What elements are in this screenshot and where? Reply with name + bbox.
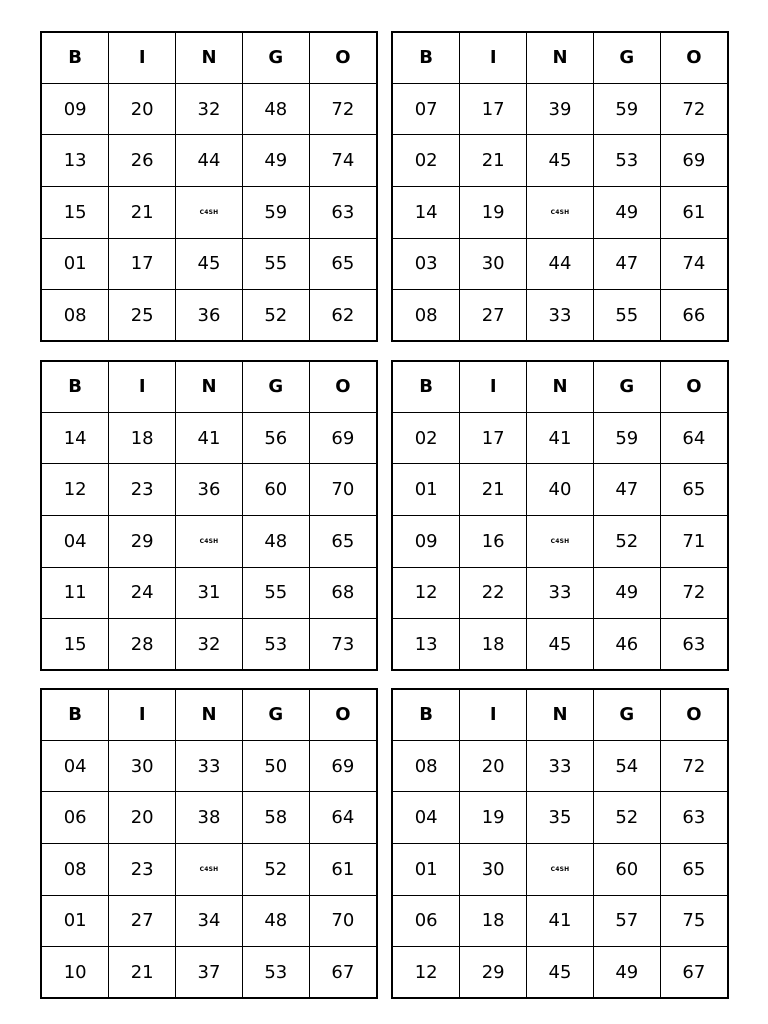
bingo-number-cell: 12 [393,947,460,997]
bingo-number-cell: 49 [242,135,309,187]
bingo-number-cell: 36 [176,290,243,340]
bingo-row [42,843,376,895]
bingo-number-cell: 34 [176,895,243,947]
bingo-number-cell: 33 [176,740,243,792]
bingo-header-letter: I [109,33,176,83]
bingo-header-letter: B [393,362,460,412]
bingo-row [42,83,376,135]
bingo-number-cell: 15 [42,619,109,669]
bingo-header-letter: I [460,362,527,412]
bingo-number-cell: 02 [393,135,460,187]
bingo-header-letter: N [527,690,594,740]
bingo-number-cell: 52 [593,515,660,567]
bingo-number-cell: 59 [242,186,309,238]
bingo-number-cell: 49 [593,567,660,619]
bingo-number-cell: 10 [42,947,109,997]
bingo-number-cell: 73 [309,619,376,669]
bingo-row [42,619,376,669]
bingo-number-cell: 41 [527,895,594,947]
bingo-number-cell: 72 [660,567,727,619]
bingo-row [393,740,727,792]
bingo-number-cell: 61 [309,843,376,895]
bingo-number-cell: 44 [176,135,243,187]
bingo-row [393,515,727,567]
bingo-number-cell: 72 [309,83,376,135]
bingo-header-letter: O [660,362,727,412]
bingo-row [393,792,727,844]
bingo-header-letter: N [176,362,243,412]
bingo-header-letter: N [527,362,594,412]
bingo-number-cell: 58 [242,792,309,844]
bingo-number-cell: 52 [593,792,660,844]
bingo-row [393,186,727,238]
bingo-row [393,947,727,997]
free-space-cell: C4SH [527,186,594,238]
bingo-row [393,135,727,187]
bingo-number-cell: 20 [109,792,176,844]
bingo-row [42,947,376,997]
bingo-row [42,792,376,844]
bingo-number-cell: 35 [527,792,594,844]
bingo-number-cell: 20 [460,740,527,792]
bingo-number-cell: 13 [393,619,460,669]
bingo-grid [393,362,727,669]
bingo-header-letter: G [593,362,660,412]
bingo-header-letter: O [309,362,376,412]
bingo-number-cell: 29 [109,515,176,567]
bingo-header-letter: N [176,690,243,740]
bingo-number-cell: 17 [460,83,527,135]
bingo-number-cell: 47 [593,238,660,290]
bingo-number-cell: 60 [593,843,660,895]
free-space-cell: C4SH [527,843,594,895]
free-space-cell: C4SH [176,186,243,238]
bingo-number-cell: 61 [660,186,727,238]
bingo-number-cell: 53 [242,947,309,997]
bingo-number-cell: 33 [527,740,594,792]
bingo-card-4 [391,360,729,671]
bingo-header-letter: G [593,690,660,740]
bingo-number-cell: 44 [527,238,594,290]
bingo-header-letter: B [42,362,109,412]
bingo-header-letter: I [109,690,176,740]
bingo-number-cell: 65 [660,843,727,895]
bingo-number-cell: 69 [309,740,376,792]
bingo-header-row [42,690,376,740]
bingo-number-cell: 16 [460,515,527,567]
bingo-row [42,515,376,567]
bingo-number-cell: 04 [393,792,460,844]
bingo-number-cell: 12 [393,567,460,619]
bingo-number-cell: 48 [242,515,309,567]
bingo-number-cell: 48 [242,83,309,135]
bingo-number-cell: 57 [593,895,660,947]
bingo-number-cell: 26 [109,135,176,187]
free-space-cell: C4SH [527,515,594,567]
bingo-header-letter: N [527,33,594,83]
bingo-number-cell: 62 [309,290,376,340]
bingo-header-letter: G [593,33,660,83]
bingo-number-cell: 21 [109,947,176,997]
bingo-number-cell: 68 [309,567,376,619]
bingo-number-cell: 55 [242,567,309,619]
bingo-header-row [42,33,376,83]
bingo-number-cell: 45 [527,947,594,997]
bingo-number-cell: 22 [460,567,527,619]
bingo-number-cell: 19 [460,186,527,238]
bingo-number-cell: 60 [242,464,309,516]
bingo-number-cell: 18 [109,412,176,464]
bingo-number-cell: 75 [660,895,727,947]
bingo-number-cell: 01 [393,464,460,516]
bingo-row [393,238,727,290]
bingo-number-cell: 30 [460,238,527,290]
bingo-number-cell: 36 [176,464,243,516]
bingo-header-row [42,362,376,412]
bingo-row [393,412,727,464]
bingo-header-letter: G [242,33,309,83]
bingo-number-cell: 27 [460,290,527,340]
bingo-grid [393,33,727,340]
bingo-number-cell: 29 [460,947,527,997]
bingo-row [393,567,727,619]
bingo-header-letter: G [242,690,309,740]
bingo-header-letter: G [242,362,309,412]
bingo-header-letter: B [42,690,109,740]
bingo-number-cell: 12 [42,464,109,516]
bingo-number-cell: 55 [593,290,660,340]
bingo-number-cell: 21 [109,186,176,238]
bingo-number-cell: 20 [109,83,176,135]
bingo-header-row [393,362,727,412]
bingo-number-cell: 32 [176,83,243,135]
bingo-card-6 [391,688,729,999]
bingo-header-letter: I [460,33,527,83]
bingo-number-cell: 45 [176,238,243,290]
bingo-number-cell: 67 [309,947,376,997]
bingo-header-letter: N [176,33,243,83]
bingo-number-cell: 41 [176,412,243,464]
bingo-number-cell: 01 [393,843,460,895]
bingo-row [42,135,376,187]
bingo-card-1 [40,31,378,342]
bingo-number-cell: 74 [660,238,727,290]
bingo-row [42,740,376,792]
bingo-number-cell: 14 [393,186,460,238]
bingo-number-cell: 50 [242,740,309,792]
bingo-number-cell: 09 [393,515,460,567]
bingo-number-cell: 65 [309,238,376,290]
bingo-number-cell: 32 [176,619,243,669]
bingo-number-cell: 08 [393,290,460,340]
bingo-number-cell: 49 [593,947,660,997]
free-space-cell: C4SH [176,515,243,567]
bingo-number-cell: 25 [109,290,176,340]
bingo-number-cell: 30 [109,740,176,792]
bingo-number-cell: 13 [42,135,109,187]
bingo-number-cell: 63 [660,792,727,844]
bingo-number-cell: 70 [309,895,376,947]
bingo-number-cell: 08 [42,843,109,895]
bingo-header-letter: I [460,690,527,740]
bingo-number-cell: 48 [242,895,309,947]
bingo-row [42,412,376,464]
bingo-number-cell: 23 [109,843,176,895]
bingo-header-letter: B [393,33,460,83]
bingo-number-cell: 40 [527,464,594,516]
bingo-number-cell: 06 [393,895,460,947]
bingo-number-cell: 30 [460,843,527,895]
bingo-number-cell: 37 [176,947,243,997]
bingo-number-cell: 72 [660,83,727,135]
bingo-number-cell: 46 [593,619,660,669]
bingo-number-cell: 19 [460,792,527,844]
bingo-number-cell: 45 [527,619,594,669]
bingo-header-letter: O [660,33,727,83]
bingo-row [42,186,376,238]
bingo-header-letter: O [309,690,376,740]
bingo-number-cell: 24 [109,567,176,619]
bingo-number-cell: 54 [593,740,660,792]
bingo-number-cell: 38 [176,792,243,844]
bingo-number-cell: 55 [242,238,309,290]
bingo-number-cell: 52 [242,843,309,895]
bingo-number-cell: 53 [593,135,660,187]
bingo-number-cell: 72 [660,740,727,792]
bingo-number-cell: 47 [593,464,660,516]
bingo-number-cell: 65 [309,515,376,567]
bingo-number-cell: 14 [42,412,109,464]
bingo-row [393,290,727,340]
bingo-number-cell: 71 [660,515,727,567]
bingo-grid [42,690,376,997]
bingo-number-cell: 41 [527,412,594,464]
bingo-card-2 [391,31,729,342]
bingo-number-cell: 21 [460,464,527,516]
bingo-number-cell: 01 [42,238,109,290]
bingo-number-cell: 27 [109,895,176,947]
bingo-header-letter: I [109,362,176,412]
bingo-number-cell: 08 [42,290,109,340]
bingo-number-cell: 04 [42,740,109,792]
bingo-row [393,843,727,895]
bingo-number-cell: 74 [309,135,376,187]
bingo-card-3 [40,360,378,671]
bingo-number-cell: 59 [593,412,660,464]
bingo-number-cell: 69 [309,412,376,464]
bingo-row [42,238,376,290]
bingo-header-letter: B [42,33,109,83]
bingo-row [42,290,376,340]
bingo-number-cell: 33 [527,290,594,340]
bingo-number-cell: 01 [42,895,109,947]
bingo-header-row [393,690,727,740]
bingo-grid [42,362,376,669]
bingo-number-cell: 70 [309,464,376,516]
bingo-header-letter: B [393,690,460,740]
bingo-number-cell: 06 [42,792,109,844]
bingo-grid [42,33,376,340]
bingo-number-cell: 03 [393,238,460,290]
bingo-number-cell: 69 [660,135,727,187]
bingo-number-cell: 07 [393,83,460,135]
bingo-row [42,895,376,947]
bingo-number-cell: 39 [527,83,594,135]
bingo-number-cell: 67 [660,947,727,997]
bingo-number-cell: 66 [660,290,727,340]
bingo-number-cell: 31 [176,567,243,619]
bingo-number-cell: 17 [460,412,527,464]
bingo-row [42,567,376,619]
bingo-number-cell: 33 [527,567,594,619]
bingo-number-cell: 21 [460,135,527,187]
bingo-row [42,464,376,516]
bingo-card-5 [40,688,378,999]
bingo-row [393,619,727,669]
bingo-number-cell: 17 [109,238,176,290]
bingo-number-cell: 09 [42,83,109,135]
bingo-number-cell: 02 [393,412,460,464]
bingo-number-cell: 23 [109,464,176,516]
bingo-number-cell: 15 [42,186,109,238]
bingo-number-cell: 18 [460,895,527,947]
bingo-header-letter: O [660,690,727,740]
bingo-number-cell: 04 [42,515,109,567]
bingo-number-cell: 53 [242,619,309,669]
bingo-number-cell: 11 [42,567,109,619]
bingo-grid [393,690,727,997]
bingo-number-cell: 59 [593,83,660,135]
bingo-number-cell: 28 [109,619,176,669]
bingo-number-cell: 64 [660,412,727,464]
bingo-number-cell: 56 [242,412,309,464]
bingo-row [393,895,727,947]
bingo-row [393,464,727,516]
bingo-number-cell: 64 [309,792,376,844]
bingo-row [393,83,727,135]
bingo-number-cell: 49 [593,186,660,238]
bingo-number-cell: 52 [242,290,309,340]
bingo-number-cell: 18 [460,619,527,669]
bingo-number-cell: 63 [660,619,727,669]
bingo-number-cell: 45 [527,135,594,187]
bingo-header-row [393,33,727,83]
bingo-header-letter: O [309,33,376,83]
bingo-number-cell: 65 [660,464,727,516]
free-space-cell: C4SH [176,843,243,895]
bingo-number-cell: 63 [309,186,376,238]
bingo-number-cell: 08 [393,740,460,792]
